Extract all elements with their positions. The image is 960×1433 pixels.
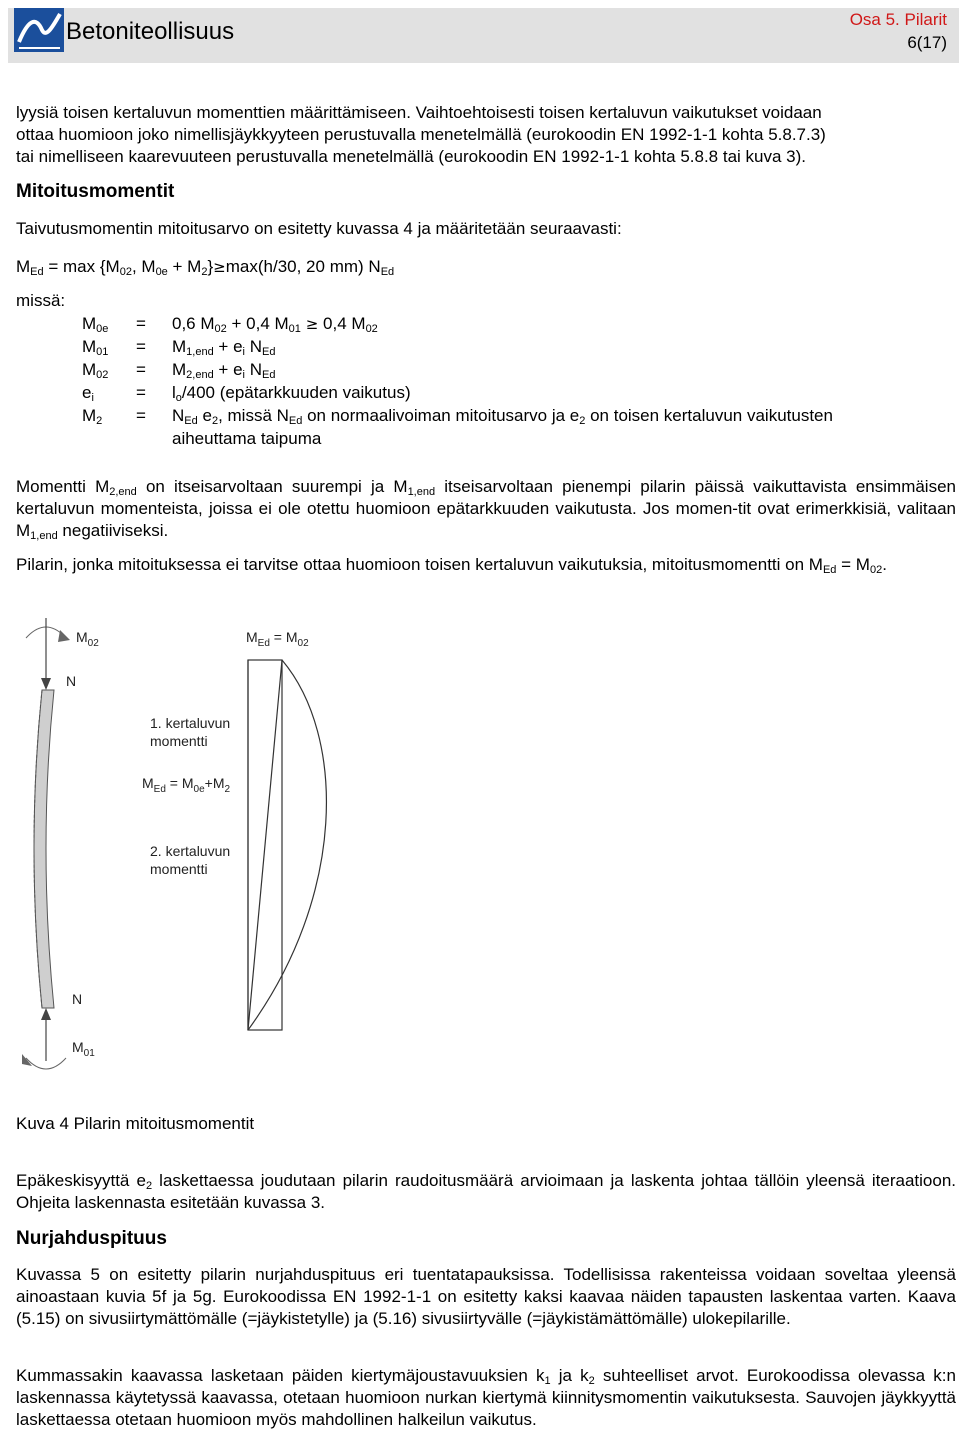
label-second-order-1: 2. kertaluvun [150,843,231,859]
label-first-order-1: 1. kertaluvun [150,715,231,731]
axial-force-bottom-arrow-icon [41,1008,51,1020]
intro-paragraph [16,102,956,168]
deflected-column-shape [34,690,54,1008]
paragraph-buckling-length: Kuvassa 5 on esitetty pilarin nurjahduspituus eri tuentatapauksissa. Todellisissa rakenteissa voidaan soveltaa yleensä ainoastaan kuvia 5f ja 5g. Eurokoodissa EN 1992-1-1 on esitetty kaksi kaavaa näiden tapausten laskentaa varten. Kaava (5.15) on sivusiirtymättömälle (=jäykistetylle) ja (5.16) sivusiirtyvälle (=jäykistämättömälle) ulokepilarille. [16,1265,956,1328]
paragraph-rotational-flexibility: Kummassakin kaavassa lasketaan päiden kiertymäjoustavuuksien $k_1$ ja $k_2$ suhteelliset arvot. Eurokoodissa olevassa k:n laskennassa käytetyssä kaavassa, otetaan huomioon nurkan kiertymä kiinnitysmomentin vaikutuksesta. Sauvojen jäykkyyttä laskettaessa otetaan huomioon myös mahdollinen halkeilun vaikutus. [16,1366,956,1429]
where-label: missä: [16,291,66,310]
definition-row-ei: $e_i$ = $l_o/400$ (epätarkkuuden vaikutus) [82,383,411,404]
label-second-order-2: momentti [150,861,208,877]
page-header [8,8,959,63]
definition-row-m01: $M_{01}$ = $M_{1,end} + e_i$ $N_{Ed}$ [82,337,276,358]
label-med-equals-m02: $M_{Ed} = M_{02}$ [246,629,309,649]
label-m01-bottom: $M_{01}$ [72,1039,95,1059]
definition-row-m02: $M_{02}$ = $M_{2,end} + e_i$ $N_{Ed}$ [82,360,276,381]
chapter-title: Osa 5. Pilarit [849,10,947,29]
section-heading-mitoitusmomentit: Mitoitusmomentit [16,181,175,202]
label-first-order-2: momentti [150,733,208,749]
section-heading-nurjahduspituus: Nurjahduspituus [16,1228,167,1249]
axial-force-top-arrow-icon [41,678,51,690]
betoniteollisuus-logo [14,8,64,52]
paragraph-eccentricity: Epäkeskisyyttä $e_2$ laskettaessa joudutaan pilarin raudoitusmäärä arvioimaan ja laskenta johtaa tällöin yleensä iteraatioon. Ohjeita laskennasta esitetään kuvassa 3. [16,1171,957,1212]
formula-intro: Taivutusmomentin mitoitusarvo on esitetty kuvassa 4 ja määritetään seuraavasti: [16,219,622,238]
paragraph-moment-end-values: Momentti $M_{2,end}$ on itseisarvoltaan suurempi ja $M_{1,end}$ itseisarvoltaan pienempi pilarin päissä vaikuttavista ensimmäisen kertaluvun momenteista, joissa ei ole otettu huomioon epätarkkuuden vaikutusta. Jos momen-tit ovat erimerkkisiä, valitaan $M_{1,end}$ negatiiviseksi. [16,477,956,542]
text-line: lyysiä toisen kertaluvun momenttien määrittämiseen. Vaihtoehtoisesti toisen kertaluvun vaikutukset voidaan [16,103,822,122]
page-number: 6(17) [907,33,947,52]
text-line: tai nimelliseen kaarevuuteen perustuvalla menetelmällä (eurokoodin EN 1992-1-1 kohta 5.8.8 tai kuva 3). [16,147,807,166]
label-med-sum: $M_{Ed} = M_{0e}+M_2$ [142,775,231,795]
column-design-moment-figure [16,616,356,1086]
label-n-bottom: N [72,991,83,1007]
first-order-moment-line [248,660,282,1030]
second-order-moment-curve [248,660,326,1030]
brand-name: Betoniteollisuus [66,18,235,45]
text-line: ottaa huomioon joko nimellisjäykkyyteen perustuvalla menetelmällä (eurokoodin EN 1992-1-1 kohta 5.8.7.3) [16,125,826,144]
paragraph-first-order-design: Pilarin, jonka mitoituksessa ei tarvitse ottaa huomioon toisen kertaluvun vaikutuksia, mitoitusmomentti on $M_{Ed} = M_{02}$. [16,555,887,576]
geq-symbol: ≥ [213,258,226,276]
figure-caption: Kuva 4 Pilarin mitoitusmomentit [16,1114,255,1133]
definition-row-m2: $M_2$ = $N_{Ed}$ $e_2$, missä $N_{Ed}$ on normaalivoiman mitoitusarvo ja $e_2$ on toisen kertaluvun vaikutusten aiheuttama taipuma [82,406,833,448]
design-moment-formula: $M_{Ed} = \max \{M_{02}$, $M_{0e} + M_2\}\ge\max(h/30$, 20 mm) $N_{Ed}$ [16,257,395,278]
definitions-list [82,312,952,450]
label-m02-top: $M_{02}$ [76,629,99,649]
definition-row-m0e: $M_{0e}$ = 0,6 $M_{02} + 0,4$ $M_{01} \ge 0,4$ $M_{02}$ [82,314,378,335]
label-n-top: N [66,673,77,689]
